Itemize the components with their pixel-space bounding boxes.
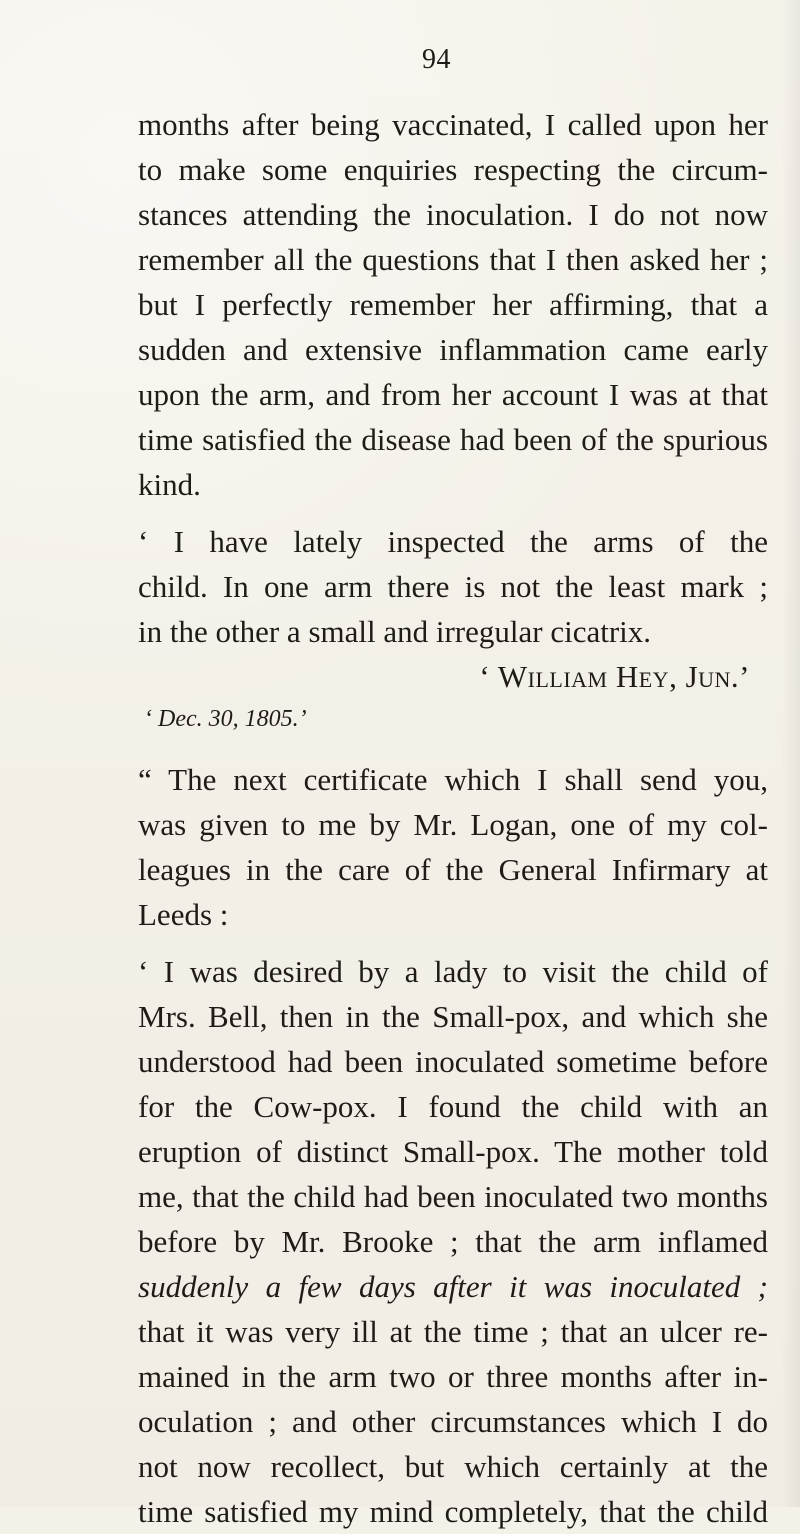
paragraph-1-line-8: time satisfied the disease had been of the spurious (138, 422, 768, 457)
paragraph-3-line-2: was given to me by Mr. Logan, one of my col- (138, 807, 768, 842)
paragraph-1-line-2: to make some enquiries respecting the circum- (138, 152, 768, 187)
paragraph-1-line-1: months after being vaccinated, I called upon her (138, 107, 768, 142)
paragraph-4-line-4: for the Cow-pox. I found the child with an (138, 1089, 768, 1124)
paragraph-4-line-13: time satisfied my mind completely, that the child (138, 1494, 768, 1529)
paragraph-4-line-9: that it was very ill at the time ; that an ulcer re- (138, 1314, 768, 1349)
paragraph-4-line-10: mained in the arm two or three months after in- (138, 1359, 768, 1394)
paragraph-4-line-2: Mrs. Bell, then in the Small-pox, and which she (138, 999, 768, 1034)
paragraph-3-line-1: “ The next certificate which I shall send you, (138, 762, 768, 797)
page-number: 94 (422, 44, 451, 75)
paragraph-1-line-7: upon the arm, and from her account I was at that (138, 377, 768, 412)
paragraph-1-line-9: kind. (138, 467, 201, 502)
paragraph-4-line-8: suddenly a few days after it was inoculated ; (138, 1269, 768, 1304)
paragraph-4-line-5: eruption of distinct Small-pox. The mother told (138, 1134, 768, 1169)
signature-line: ‘ William Hey, Jun.’ (479, 659, 750, 694)
page-text (138, 102, 768, 1534)
paragraph-3-line-4: Leeds : (138, 897, 229, 932)
paragraph-2-line-1: ‘ I have lately inspected the arms of the (138, 524, 768, 559)
section-gap-1 (138, 507, 768, 519)
paragraph-4-line-3: understood had been inoculated sometime before (138, 1044, 768, 1079)
paragraph-4-line-11: oculation ; and other circumstances which I do (138, 1404, 768, 1439)
section-gap-3 (138, 937, 768, 949)
paragraph-4-line-1: ‘ I was desired by a lady to visit the child of (138, 954, 768, 989)
paragraph-4-line-12: not now recollect, but which certainly at the (138, 1449, 768, 1484)
paragraph-4-line-6: me, that the child had been inoculated two months (138, 1179, 768, 1214)
paragraph-1-line-6: sudden and extensive inflammation came early (138, 332, 768, 367)
paragraph-2-line-3: in the other a small and irregular cicatrix. (138, 614, 652, 649)
section-gap-2 (138, 739, 768, 757)
paragraph-3-line-3: leagues in the care of the General Infirmary at (138, 852, 768, 887)
paragraph-4-line-7: before by Mr. Brooke ; that the arm inflamed (138, 1224, 768, 1259)
date-line: ‘ Dec. 30, 1805.’ (144, 706, 307, 732)
page-edge-shadow (782, 0, 800, 1507)
paragraph-1-line-5: but I perfectly remember her affirming, that a (138, 287, 768, 322)
paragraph-2-line-2: child. In one arm there is not the least mark ; (138, 569, 768, 604)
paragraph-1-line-3: stances attending the inoculation. I do not now (138, 197, 768, 232)
paragraph-1-line-4: remember all the questions that I then asked her ; (138, 242, 768, 277)
